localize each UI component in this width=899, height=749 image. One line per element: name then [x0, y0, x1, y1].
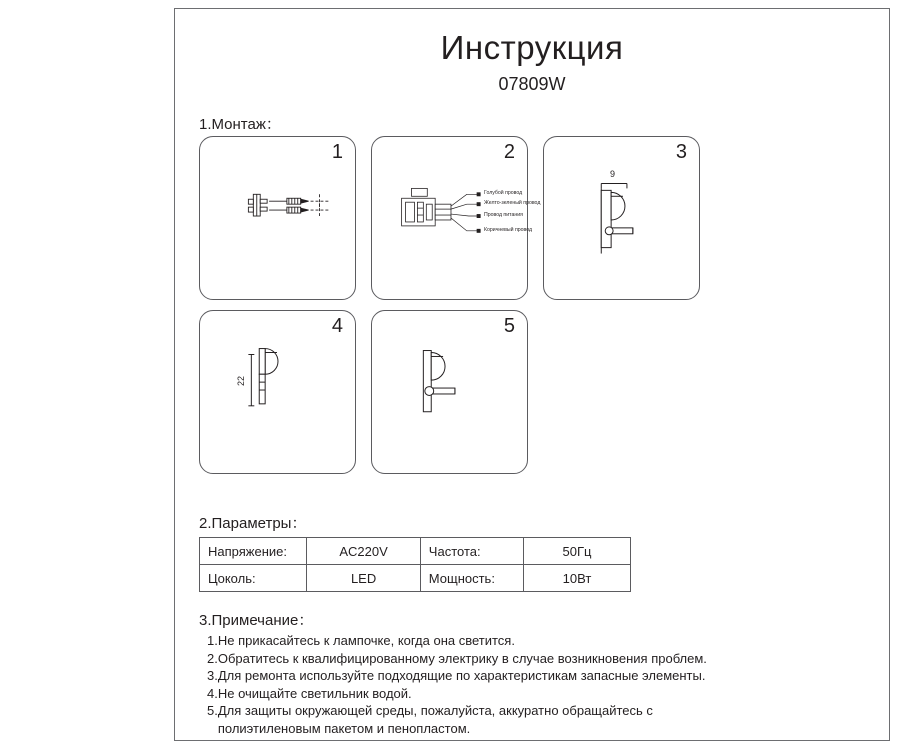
- param-label-voltage: Напряжение:: [200, 538, 307, 565]
- step-box-4: [199, 310, 356, 474]
- step-5-illustration: [372, 311, 527, 473]
- step-box-3: [543, 136, 700, 300]
- step-number-5: 5: [503, 315, 515, 337]
- step-4-illustration: [200, 311, 355, 473]
- param-value-power: 10Вт: [523, 565, 630, 592]
- param-value-voltage: AC220V: [307, 538, 420, 565]
- step-number-3: 3: [675, 141, 687, 163]
- section-heading-notes: 3.Примечание：: [199, 612, 314, 629]
- param-label-frequency: Частота:: [420, 538, 523, 565]
- title-block: [174, 28, 890, 95]
- step-box-1: [199, 136, 356, 300]
- step-number-2: 2: [503, 141, 515, 163]
- model-number: 07809W: [498, 74, 566, 94]
- table-row: [200, 565, 631, 592]
- parameters-table: [199, 537, 631, 592]
- step-1-illustration: [200, 137, 355, 299]
- dimension-step4: 22: [236, 375, 247, 387]
- list-item: 4.Не очищайте светильник водой.: [207, 685, 412, 701]
- table-row: [200, 538, 631, 565]
- wire-label-yellow-green: Желто-зеленый провод: [484, 200, 541, 206]
- step-box-2: [371, 136, 541, 300]
- step-box-5: [371, 310, 528, 474]
- step-3-illustration: [544, 137, 699, 299]
- page-title: Инструкция: [440, 29, 624, 66]
- param-value-frequency: 50Гц: [523, 538, 630, 565]
- wire-label-power: Провод питания: [484, 212, 523, 218]
- section-heading-mounting: 1.Монтаж：: [199, 116, 281, 133]
- step-number-1: 1: [331, 141, 343, 163]
- list-item: полиэтиленовым пакетом и пенопластом.: [207, 720, 471, 736]
- list-item: 3.Для ремонта используйте подходящие по характеристикам запасные элементы.: [207, 668, 706, 683]
- wire-label-blue: Голубой провод: [484, 190, 523, 196]
- list-item: 2.Обратитесь к квалифицированному электрику в случае возникновения проблем.: [207, 650, 707, 666]
- param-value-base: LED: [307, 565, 420, 592]
- param-label-power: Мощность:: [420, 565, 523, 592]
- notes-list: [207, 632, 847, 737]
- list-item: 5.Для защиты окружающей среды, пожалуйста, аккуратно обращайтесь с: [207, 703, 653, 718]
- param-label-base: Цоколь:: [200, 565, 307, 592]
- step-number-4: 4: [331, 315, 343, 337]
- wire-label-brown: Коричневый провод: [484, 227, 533, 233]
- dimension-step3: 9: [610, 169, 616, 179]
- step-2-illustration: [372, 137, 527, 299]
- list-item: 1.Не прикасайтесь к лампочке, когда она светится.: [207, 633, 515, 648]
- section-heading-parameters: 2.Параметры：: [199, 515, 307, 532]
